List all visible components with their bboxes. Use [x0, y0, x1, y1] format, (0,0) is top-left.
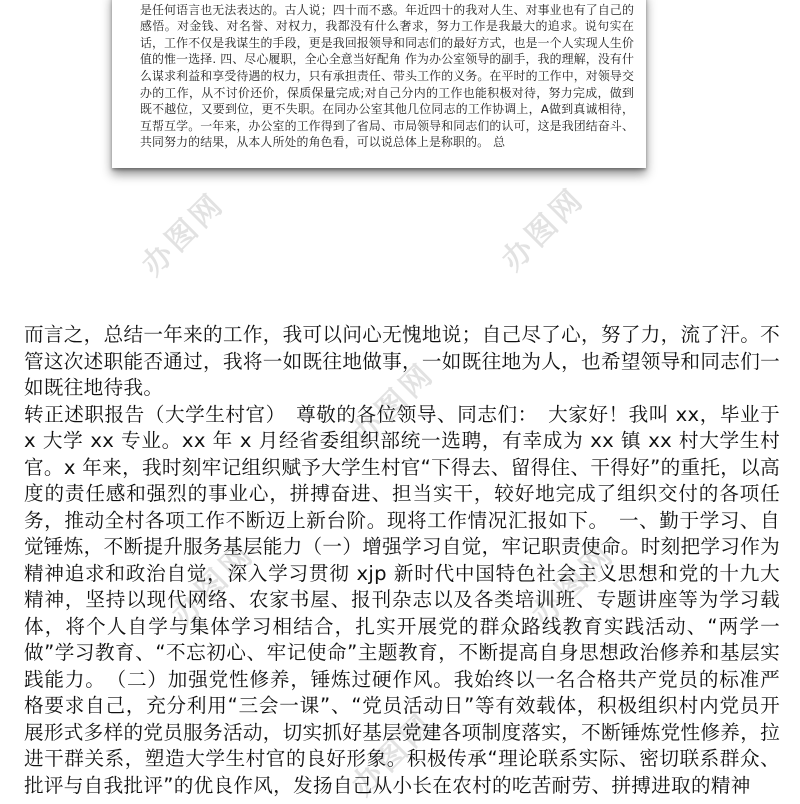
body-paragraph-closing: 而言之，总结一年来的工作，我可以问心无愧地说；自己尽了心，努了力，流了汗。不管这次述职能否通过，我将一如既往地做事，一如既往地为人，也希望领导和同志们一如既往地待我。 [24, 323, 780, 399]
watermark: 办图网 [345, 356, 442, 453]
document-preview-card [112, 0, 646, 168]
watermark: 办图网 [135, 186, 232, 283]
watermark: 办图网 [495, 181, 592, 278]
watermark: 办图网 [345, 706, 442, 803]
preview-text: 是任何语言也无法表达的。古人说；四十而不惑。年近四十的我对人生、对事业也有了自己的感悟。对金钱、对名誉、对权力，我都没有什么奢求，努力工作是我最大的追求。说句实在话，工作不仅是我谋生的手段，更是我回报领导和同志们的最好方式，也是一个人实现人生价值的惟一选择. 四、尽心履职，全心全意当好配角 作为办公室领导的副手，我的理解，没有什么谋求利益和享受待遇的权力，只有承担责任、带头工作的义务。在平时的工作中，对领导交办的工作，从不讨价还价，保质保量完成;对自己分内的工作也能积极对待，努力完成，做到既不越位，又要到位，更不失职。在同办公室其他几位同志的工作协调上，A做到真诚相待，互帮互学。一年来，办公室的工作得到了省局、市局领导和同志们的认可，这是我团结奋斗、共同努力的结果，从本人所处的角色看，可以说总体上是称职的。 总 [140, 2, 634, 150]
body-paragraph-report: 转正述职报告（大学生村官） 尊敬的各位领导、同志们： 大家好！我叫 xx，毕业于 x 大学 xx 专业。xx 年 x 月经省委组织部统一选聘，有幸成为 xx 镇 xx 村大学生村官。x 年来，我时刻牢记组织赋予大学生村官“下得去、留得住、干得好”的重托，以高度的责任感和强烈的事业心，拼搏奋进、担当实干，较好地完成了组织交付的各项任务，推动全村各项工作不断迈上新台阶。现将工作情况汇报如下。 一、勤于学习、自觉锤炼，不断提升服务基层能力（一）增强学习自觉，牢记职责使命。时刻把学习作为精神追求和政治自觉，深入学习贯彻 xjp 新时代中国特色社会主义思想和党的十九大精神，坚持以现代网络、农家书屋、报刊杂志以及各类培训班、专题讲座等为学习载体，将个人自学与集体学习相结合，扎实开展党的群众路线教育实践活动、“两学一做”学习教育、“不忘初心、牢记使命”主题教育，不断提高自身思想政治修养和基层实践能力。 （二）加强党性修养，锤炼过硬作风。我始终以一名合格共产党员的标准严格要求自己，充分利用“三会一课”、“党员活动日”等有效载体，积极组织村内党员开展形式多样的党员服务活动，切实抓好基层党建各项制度落实，不断锤炼党性修养，拉进干群关系，塑造大学生村官的良好形象。积极传承“理论联系实际、密切联系群众、批评与自我批评”的优良作风，发扬自己从小长在农村的吃苦耐劳、拼搏进取的精神 [24, 402, 780, 797]
watermark: 办图网 [525, 536, 622, 633]
document-body [24, 322, 780, 799]
watermark: 办图网 [165, 536, 262, 633]
